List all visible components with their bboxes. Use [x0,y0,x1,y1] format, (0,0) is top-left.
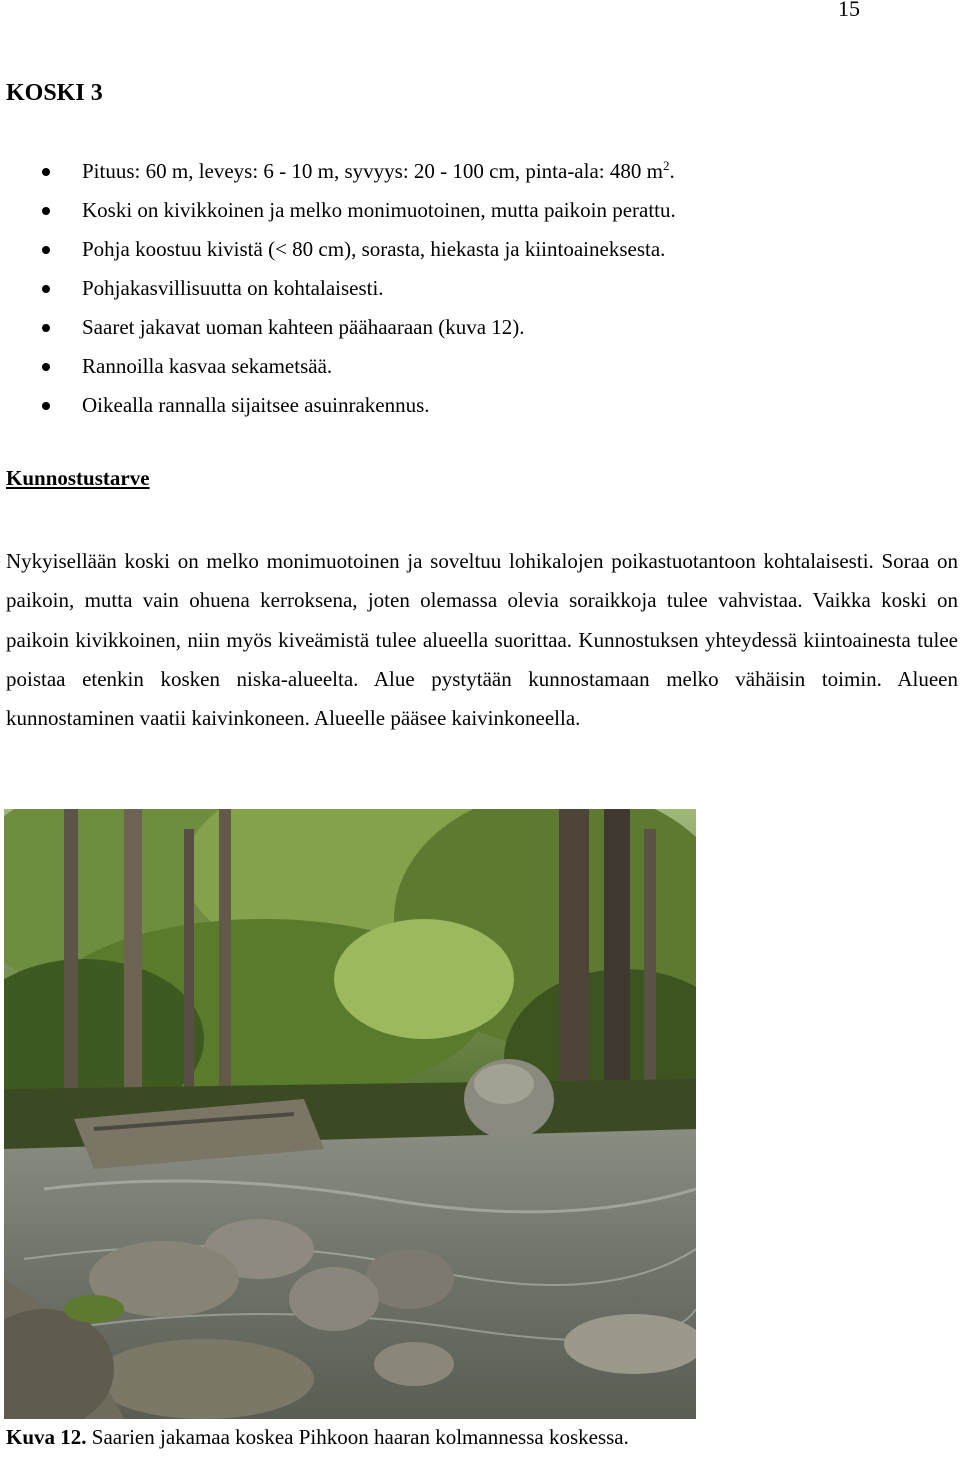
figure-caption [6,1425,629,1450]
list-item: Koski on kivikkoinen ja melko monimuotoinen, mutta paikoin perattu. [0,191,900,230]
list-item: Pohja koostuu kivistä (< 80 cm), sorasta, hiekasta ja kiintoaineksesta. [0,230,900,269]
list-item: Pohjakasvillisuutta on kohtalaisesti. [0,269,900,308]
list-item: Oikealla rannalla sijaitsee asuinrakennus. [0,386,900,425]
body-paragraph: Nykyisellään koski on melko monimuotoinen ja soveltuu lohikalojen poikastuotantoon kohtalaisesti. Soraa on paikoin, mutta vain ohuena kerroksena, joten olemassa olevia soraikkoja tulee vahvistaa. Vaikka koski on paikoin kivikkoinen, niin myös kiveämistä tulee alueella suorittaa. Kunnostuksen yhteydessä kiintoainesta tulee poistaa etenkin kosken niska-alueelta. Alue pystytään kunnostamaan melko vähäisin toimin. Alueen kunnostaminen vaatii kaivinkoneen. Alueelle pääsee kaivinkoneella. [6,549,958,731]
section-heading: KOSKI 3 [6,80,103,106]
list-item: Rannoilla kasvaa sekametsää. [0,347,900,386]
bullet-icon [42,402,50,410]
bullet-icon [42,246,50,254]
bullet-icon [42,285,50,293]
subheading: Kunnostustarve [6,466,150,490]
river-photo [4,809,696,1419]
bullet-icon [42,168,50,176]
bullet-icon [42,363,50,371]
bullet-icon [42,207,50,215]
bullet-icon [42,324,50,332]
caption-label: Kuva 12. [6,1425,87,1449]
list-item: Pituus: 60 m, leveys: 6 - 10 m, syvyys: 20 - 100 cm, pinta-ala: 480 $m^2$. [0,152,900,191]
page-number: 15 [838,0,860,21]
facts-list [0,152,900,425]
list-item: Saaret jakavat uoman kahteen päähaaraan (kuva 12). [0,308,900,347]
caption-text: Saarien jakamaa koskea Pihkoon haaran kolmannessa koskessa. [86,1425,629,1449]
